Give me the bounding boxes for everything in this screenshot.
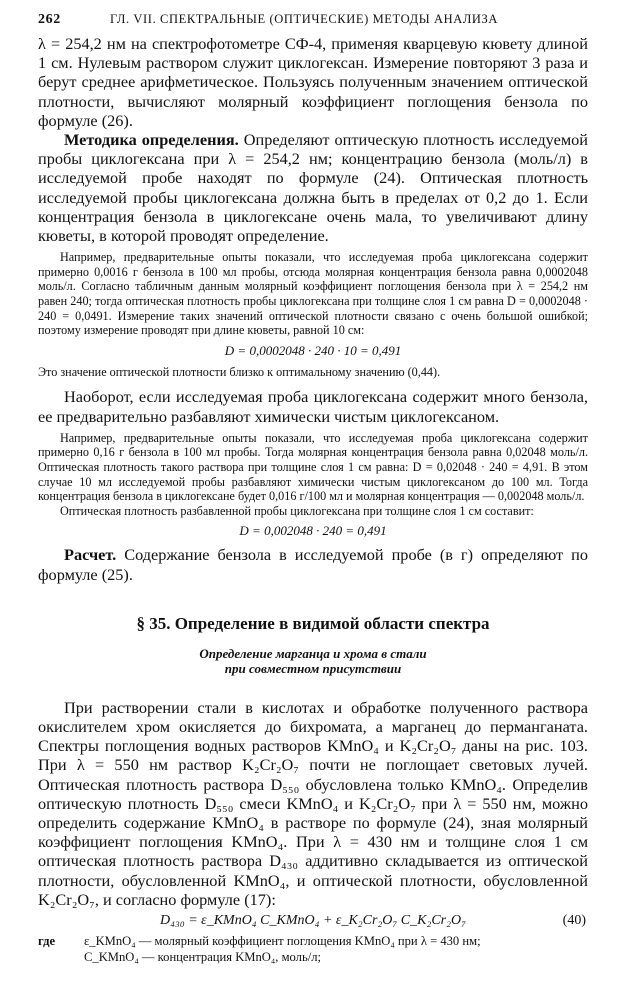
procedure-heading: Методика определения. xyxy=(64,130,239,150)
paragraph-procedure xyxy=(38,130,588,245)
running-header xyxy=(38,12,588,28)
subtitle-line-1: Определение марганца и хрома в стали xyxy=(199,645,427,661)
example-1: Например, предварительные опыты показали, что исследуемая проба циклогексана содержит примерно 0,0016 г бензола в 100 мл пробы, отсюда молярная концентрация бензола равна 0,0002048 моль/л. Согласно табличным данным молярный коэффициент поглощения бензола при λ = 254,2 нм равен 240; тогда оптическая плотность пробы циклогексана при толщине слоя 1 см равна D = 0,0002048 · 240 = 0,0491. Измерение таких значений оптической плотности связано с очень большой ошибкой; поэтому измерение проводят при длине кюветы, равной 10 см: xyxy=(38,250,588,338)
subtitle-line-2: при совместном присутствии xyxy=(224,660,402,676)
formula-2: D = 0,002048 · 240 = 0,491 xyxy=(239,523,387,539)
paragraph-dilution: Наоборот, если исследуемая проба циклогексана содержит много бензола, ее предварительно разбавляют химически чистым циклогексаном. xyxy=(38,387,588,426)
calculation-heading: Расчет. xyxy=(64,545,117,565)
formula-1: D = 0,0002048 · 240 · 10 = 0,491 xyxy=(224,342,402,358)
section-subtitle xyxy=(38,646,588,676)
equation-number: (40) xyxy=(562,913,586,928)
procedure-text: Определяют оптическую плотность исследуемой пробы циклогексана при λ = 254,2 нм; концентрацию бензола (моль/л) в исследуемой пробе находят по формуле (24). Оптическая плотность исследуемой пробы циклогексана должна быть в пределах от 0,2 до 1. Если концентрация бензола в циклогексане очень мала, то увеличивают длину кюветы, в которой проводят определение. xyxy=(38,130,588,246)
where-block xyxy=(38,933,588,965)
paragraph-measurement: λ = 254,2 нм на спектрофотометре СФ-4, применяя кварцевую кювету длиной 1 см. Нулевым раствором служит циклогексан. Измерение повторяют 3 раза и берут среднее арифметическое. Пользуясь полученным значением оптической плотности, вычисляют молярный коэффициент поглощения бензола по формуле (26). xyxy=(38,34,588,130)
page-number: 262 xyxy=(38,12,61,27)
running-title: ГЛ. VII. СПЕКТРАЛЬНЫЕ (ОПТИЧЕСКИЕ) МЕТОДЫ АНАЛИЗА xyxy=(110,12,499,26)
section-title: § 35. Определение в видимой области спектра xyxy=(136,613,490,633)
formula-40-body: D₄₃₀ = ε_KMnO₄ C_KMnO₄ + ε_K₂Cr₂O₇ C_K₂Cr₂O₇ xyxy=(160,913,466,928)
calculation-text: Содержание бензола в исследуемой пробе (в г) определяют по формуле (25). xyxy=(38,545,588,584)
paragraph-calculation xyxy=(38,545,588,583)
paragraph-steel-analysis: При растворении стали в кислотах и обработке полученного раствора окислителем хром окисляется до бихромата, а марганец до перманганата. Спектры поглощения водных растворов KMnO₄ и K₂Cr₂O₇ даны на рис. 103. При λ = 550 нм раствор K₂Cr₂O₇ почти не поглощает световых лучей. Оптическая плотность раствора D₅₅₀ обусловлена только KMnO₄. Определив оптическую плотность D₅₅₀ смеси KMnO₄ и K₂Cr₂O₇ при λ = 550 нм, можно определить содержание KMnO₄ в растворе по формуле (24), зная молярный коэффициент поглощения KMnO₄. При λ = 430 нм и толщине слоя 1 см оптическая плотность раствора D₄₃₀ аддитивно складывается из оптической плотности, обусловленной KMnO₄, и оптической плотности, обусловленной K₂Cr₂O₇, и согласно формуле (17): xyxy=(38,697,588,909)
where-definition-1: ε_KMnO₄ — молярный коэффициент поглощения KMnO₄ при λ = 430 нм; xyxy=(84,934,481,948)
where-definition-2: C_KMnO₄ — концентрация KMnO₄, моль/л; xyxy=(84,950,321,964)
where-word: где xyxy=(38,934,56,948)
example-2: Например, предварительные опыты показали, что исследуемая проба циклогексана содержит примерно 0,16 г бензола в 100 мл пробы. Тогда молярная концентрация бензола равна 0,02048 моль/л. Оптическая плотность такого раствора при толщине слоя 1 см равна: D = 0,02048 · 240 = 4,91. В этом случае 10 мл исследуемой пробы разбавляют химически чистым циклогексаном до 100 мл. Тогда концентрация бензола в циклогексане будет 0,016 г/100 мл и молярная концентрация — 0,002048 моль/л. xyxy=(38,430,588,504)
formula-40 xyxy=(38,913,588,929)
example-1-conclusion: Это значение оптической плотности близко к оптимальному значению (0,44). xyxy=(38,364,441,379)
example-2-continued: Оптическая плотность разбавленной пробы циклогексана при толщине слоя 1 см составит: xyxy=(60,503,534,518)
